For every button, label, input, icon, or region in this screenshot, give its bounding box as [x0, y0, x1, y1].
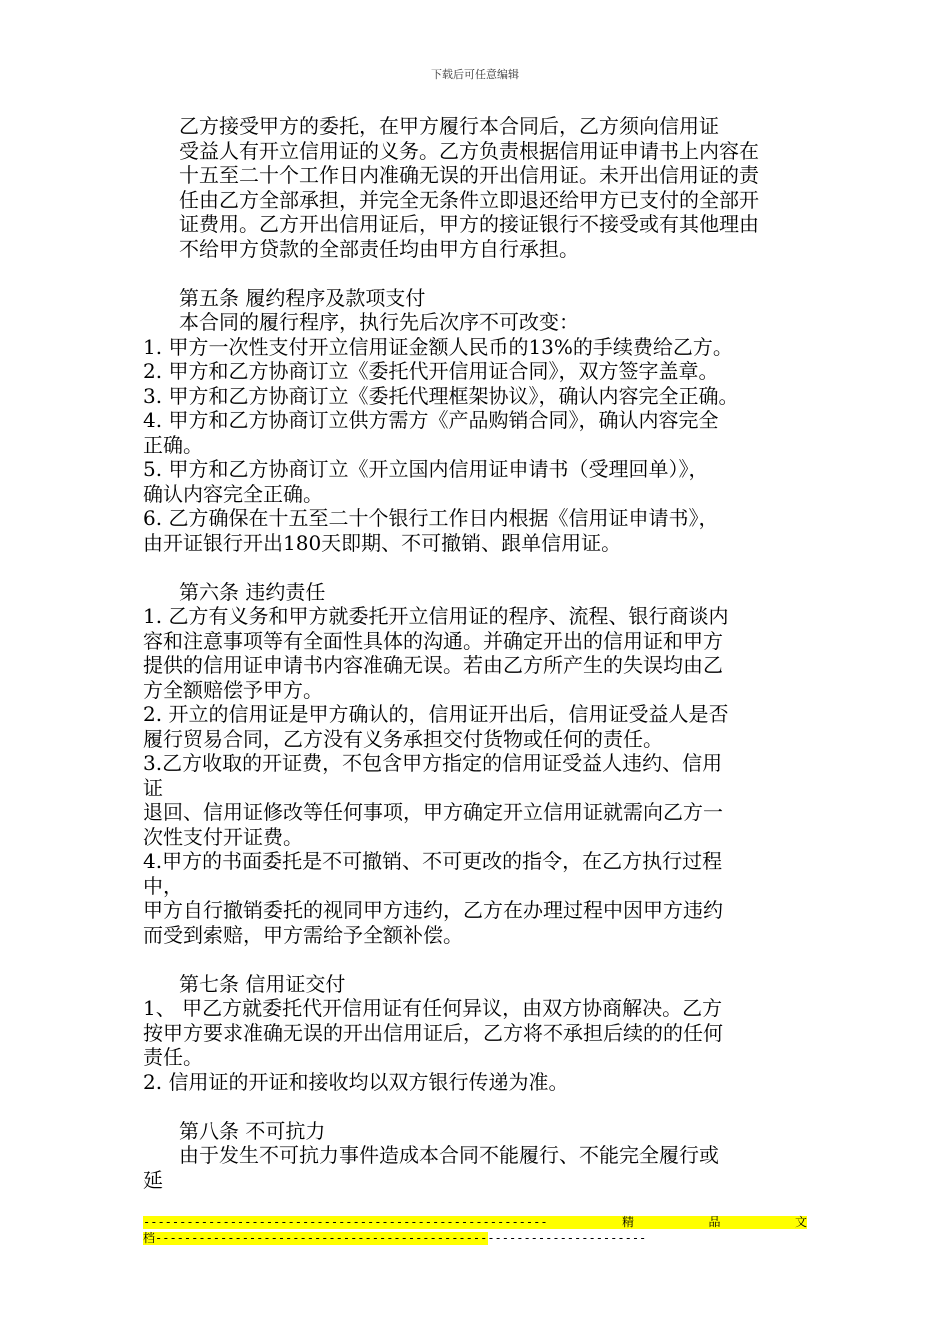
text-line: 第八条 不可抗力 [179, 1118, 326, 1143]
text-line: 次性支付开证费。 [143, 824, 303, 849]
text-line: 本合同的履行程序，执行先后次序不可改变： [179, 310, 579, 334]
text-line: 第七条 信用证交付 [179, 971, 346, 996]
text-line: 第六条 违约责任 [179, 579, 326, 604]
text-line: 2. 开立的信用证是甲方确认的，信用证开出后，信用证受益人是否 [143, 702, 729, 726]
paragraph-gap [143, 1094, 813, 1119]
text-line: 1. 乙方有义务和甲方就委托开立信用证的程序、流程、银行商谈内 [143, 604, 729, 628]
text-line: 4. 甲方和乙方协商订立供方需方《产品购销合同》，确认内容完全 [143, 408, 719, 432]
footer-word-3: 文 [794, 1215, 807, 1229]
text-line: 3. 甲方和乙方协商订立《委托代理框架协议》，确认内容完全正确。 [143, 383, 739, 408]
text-line: 6. 乙方确保在十五至二十个银行工作日内根据《信用证申请书》， [143, 506, 719, 530]
text-line: 5. 甲方和乙方协商订立《开立国内信用证申请书（受理回单）》， [143, 457, 709, 481]
text-line: 正确。 [143, 432, 203, 457]
text-line: 十五至二十个工作日内准确无误的开出信用证。未开出信用证的责 [179, 163, 759, 187]
text-line: 延 [143, 1167, 163, 1192]
paragraph-gap [143, 555, 813, 580]
text-line: 而受到索赔，甲方需给予全额补偿。 [143, 922, 463, 947]
text-line: 履行贸易合同，乙方没有义务承担交付货物或任何的责任。 [143, 726, 663, 751]
footer-word-2: 品 [708, 1215, 721, 1229]
text-line: 退回、信用证修改等任何事项，甲方确定开立信用证就需向乙方一 [143, 800, 723, 824]
text-line: 任由乙方全部承担，并完全无条件立即退还给甲方已支付的全部开 [179, 187, 759, 212]
text-line: 不给甲方贷款的全部责任均由甲方自行承担。 [179, 236, 579, 261]
text-line: 第五条 履约程序及款项支付 [179, 285, 426, 310]
footer-dashes: -------------------------------------------------------- [143, 1215, 548, 1229]
text-line: 方全额赔偿予甲方。 [143, 677, 323, 702]
page-header: 下载后可任意编辑 [431, 68, 519, 81]
text-line: 责任。 [143, 1045, 203, 1069]
text-line: 中， [143, 873, 183, 898]
text-line: 提供的信用证申请书内容准确无误。若由乙方所产生的失误均由乙 [143, 653, 723, 677]
document-body [143, 114, 813, 1192]
paragraph-gap [143, 261, 813, 286]
text-line: 甲方自行撤销委托的视同甲方违约，乙方在办理过程中因甲方违约 [143, 898, 723, 922]
text-line: 按甲方要求准确无误的开出信用证后，乙方将不承担后续的的任何 [143, 1020, 723, 1045]
text-line: 1. 甲方一次性支付开立信用证金额人民币的13%的手续费给乙方。 [143, 334, 733, 359]
text-line: 3.乙方收取的开证费，不包含甲方指定的信用证受益人违约、信用 [143, 751, 723, 775]
text-line: 证费用。乙方开出信用证后，甲方的接证银行不接受或有其他理由 [179, 212, 759, 236]
text-line: 由开证银行开出180天即期、不可撤销、跟单信用证。 [143, 530, 622, 555]
text-line: 1、 甲乙方就委托代开信用证有任何异议，由双方协商解决。乙方 [143, 996, 723, 1020]
footer-word-1: 精 [622, 1215, 635, 1229]
text-line: 容和注意事项等有全面性具体的沟通。并确定开出的信用证和甲方 [143, 628, 723, 653]
text-line: 乙方接受甲方的委托，在甲方履行本合同后，乙方须向信用证 [179, 114, 719, 138]
footer-banner [143, 1216, 807, 1229]
text-line: 证 [143, 775, 163, 800]
text-line: 由于发生不可抗力事件造成本合同不能履行、不能完全履行或 [179, 1143, 719, 1167]
paragraph-gap [143, 947, 813, 972]
text-line: 受益人有开立信用证的义务。乙方负责根据信用证申请书上内容在 [179, 138, 759, 163]
footer-banner-line2: 档-------------------------------------------------------------------- [143, 1231, 647, 1245]
text-line: 4.甲方的书面委托是不可撤销、不可更改的指令，在乙方执行过程 [143, 849, 723, 873]
text-line: 2. 信用证的开证和接收均以双方银行传递为准。 [143, 1069, 569, 1094]
text-line: 2. 甲方和乙方协商订立《委托代开信用证合同》，双方签字盖章。 [143, 359, 719, 383]
text-line: 确认内容完全正确。 [143, 481, 323, 506]
